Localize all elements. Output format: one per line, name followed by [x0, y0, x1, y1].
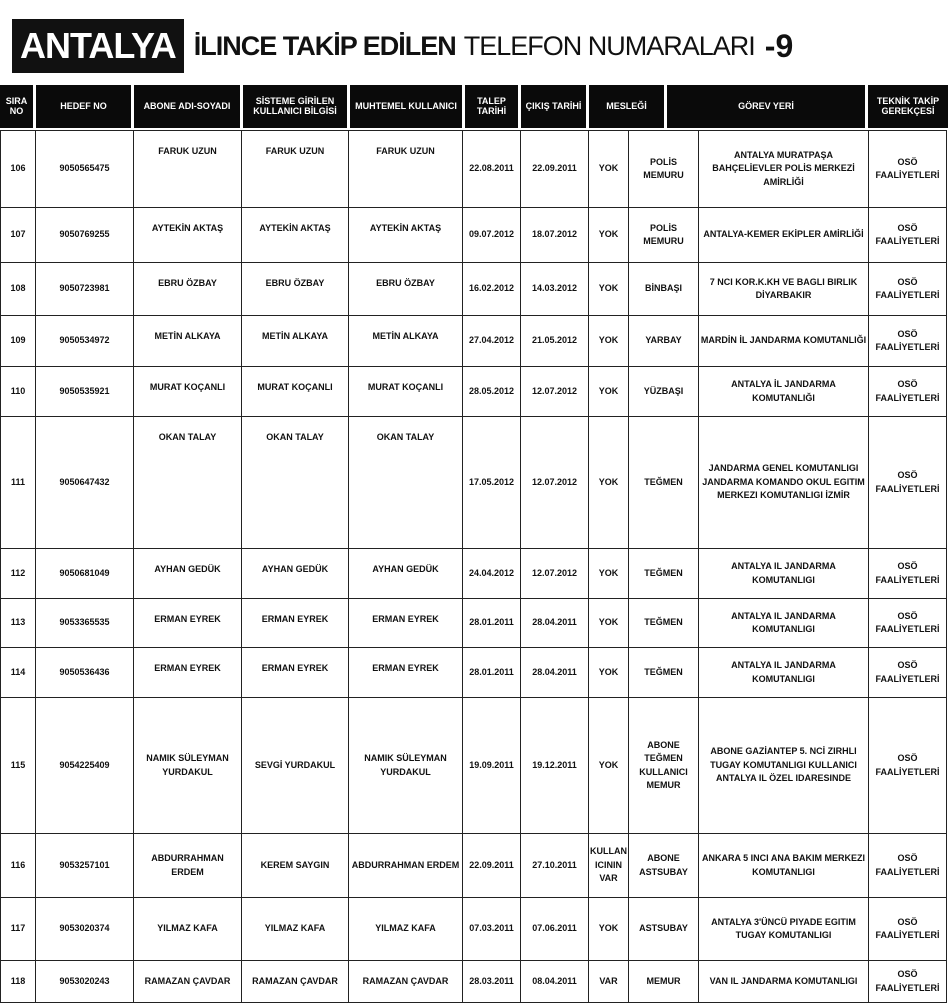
user-flag: YOK — [589, 599, 629, 648]
system-user: ERMAN EYREK — [242, 648, 349, 698]
subscriber-name: EBRU ÖZBAY — [134, 263, 242, 316]
probable-user: AYHAN GEDÜK — [349, 549, 463, 599]
duty-station: ANTALYA İL JANDARMA KOMUTANLIĞI — [699, 367, 869, 417]
subscriber-name: AYHAN GEDÜK — [134, 549, 242, 599]
request-date: 09.07.2012 — [463, 208, 521, 263]
exit-date: 12.07.2012 — [521, 367, 589, 417]
table-row — [1, 898, 947, 961]
system-user: MURAT KOÇANLI — [242, 367, 349, 417]
subscriber-name: RAMAZAN ÇAVDAR — [134, 961, 242, 1003]
row-number: 113 — [1, 599, 36, 648]
duty-station: ANKARA 5 INCI ANA BAKIM MERKEZI KOMUTANLIGI — [699, 834, 869, 898]
request-date: 28.01.2011 — [463, 599, 521, 648]
phone-table — [0, 130, 947, 1003]
exit-date: 12.07.2012 — [521, 549, 589, 599]
exit-date: 28.04.2011 — [521, 599, 589, 648]
subscriber-name: MURAT KOÇANLI — [134, 367, 242, 417]
column-header: ÇIKIŞ TARİHİ — [521, 85, 586, 128]
row-number: 108 — [1, 263, 36, 316]
target-number: 9053365535 — [36, 599, 134, 648]
subscriber-name: FARUK UZUN — [134, 131, 242, 208]
table-row — [1, 131, 947, 208]
profession: MEMUR — [629, 961, 699, 1003]
table-row — [1, 263, 947, 316]
subscriber-name: ERMAN EYREK — [134, 599, 242, 648]
title-bold: İLINCE TAKİP EDİLEN — [193, 30, 456, 61]
column-header: TALEP TARİHİ — [465, 85, 518, 128]
user-flag: YOK — [589, 549, 629, 599]
system-user: OKAN TALAY — [242, 417, 349, 549]
row-number: 118 — [1, 961, 36, 1003]
column-header: SIRA NO — [0, 85, 33, 128]
row-number: 110 — [1, 367, 36, 417]
tracking-reason: OSÖ FAALİYETLERİ — [869, 961, 947, 1003]
profession: TEĞMEN — [629, 648, 699, 698]
exit-date: 14.03.2012 — [521, 263, 589, 316]
profession: ABONE ASTSUBAY — [629, 834, 699, 898]
table-row — [1, 599, 947, 648]
subscriber-name: OKAN TALAY — [134, 417, 242, 549]
table-row — [1, 316, 947, 367]
table-header — [0, 85, 948, 128]
tracking-reason: OSÖ FAALİYETLERİ — [869, 316, 947, 367]
duty-station: ANTALYA 3'ÜNCÜ PIYADE EGITIM TUGAY KOMUTANLIGI — [699, 898, 869, 961]
system-user: METİN ALKAYA — [242, 316, 349, 367]
column-header: ABONE ADI-SOYADI — [134, 85, 240, 128]
profession: TEĞMEN — [629, 549, 699, 599]
tracking-reason: OSÖ FAALİYETLERİ — [869, 417, 947, 549]
tracking-reason: OSÖ FAALİYETLERİ — [869, 208, 947, 263]
request-date: 24.04.2012 — [463, 549, 521, 599]
request-date: 28.01.2011 — [463, 648, 521, 698]
user-flag: YOK — [589, 367, 629, 417]
request-date: 22.09.2011 — [463, 834, 521, 898]
duty-station: ANTALYA IL JANDARMA KOMUTANLIGI — [699, 648, 869, 698]
probable-user: YILMAZ KAFA — [349, 898, 463, 961]
target-number: 9053257101 — [36, 834, 134, 898]
user-flag: YOK — [589, 417, 629, 549]
request-date: 17.05.2012 — [463, 417, 521, 549]
subscriber-name: NAMIK SÜLEYMAN YURDAKUL — [134, 698, 242, 834]
request-date: 27.04.2012 — [463, 316, 521, 367]
profession: POLİS MEMURU — [629, 208, 699, 263]
duty-station: VAN IL JANDARMA KOMUTANLIGI — [699, 961, 869, 1003]
table-row — [1, 961, 947, 1003]
user-flag: YOK — [589, 898, 629, 961]
profession: BİNBAŞI — [629, 263, 699, 316]
table-row — [1, 698, 947, 834]
probable-user: RAMAZAN ÇAVDAR — [349, 961, 463, 1003]
row-number: 112 — [1, 549, 36, 599]
profession: ABONE TEĞMEN KULLANICI MEMUR — [629, 698, 699, 834]
duty-station: 7 NCI KOR.K.KH VE BAGLI BIRLIK DİYARBAKIR — [699, 263, 869, 316]
column-header: GÖREV YERİ — [667, 85, 865, 128]
row-number: 111 — [1, 417, 36, 549]
user-flag: KULLAN ICININ VAR — [589, 834, 629, 898]
target-number: 9050681049 — [36, 549, 134, 599]
subscriber-name: ERMAN EYREK — [134, 648, 242, 698]
tracking-reason: OSÖ FAALİYETLERİ — [869, 698, 947, 834]
system-user: YILMAZ KAFA — [242, 898, 349, 961]
duty-station: ANTALYA IL JANDARMA KOMUTANLIGI — [699, 599, 869, 648]
table-row — [1, 417, 947, 549]
table-row — [1, 549, 947, 599]
system-user: EBRU ÖZBAY — [242, 263, 349, 316]
target-number: 9050565475 — [36, 131, 134, 208]
probable-user: NAMIK SÜLEYMAN YURDAKUL — [349, 698, 463, 834]
column-header: SİSTEME GİRİLEN KULLANICI BİLGİSİ — [243, 85, 347, 128]
target-number: 9050647432 — [36, 417, 134, 549]
request-date: 28.05.2012 — [463, 367, 521, 417]
profession: TEĞMEN — [629, 599, 699, 648]
duty-station: JANDARMA GENEL KOMUTANLIGI JANDARMA KOMANDO OKUL EGITIM MERKEZI KOMUTANLIGI İZMİR — [699, 417, 869, 549]
row-number: 107 — [1, 208, 36, 263]
probable-user: OKAN TALAY — [349, 417, 463, 549]
probable-user: EBRU ÖZBAY — [349, 263, 463, 316]
profession: YARBAY — [629, 316, 699, 367]
probable-user: METİN ALKAYA — [349, 316, 463, 367]
tracking-reason: OSÖ FAALİYETLERİ — [869, 131, 947, 208]
profession: POLİS MEMURU — [629, 131, 699, 208]
probable-user: ERMAN EYREK — [349, 599, 463, 648]
tracking-reason: OSÖ FAALİYETLERİ — [869, 834, 947, 898]
table-row — [1, 367, 947, 417]
exit-date: 27.10.2011 — [521, 834, 589, 898]
probable-user: MURAT KOÇANLI — [349, 367, 463, 417]
tracking-reason: OSÖ FAALİYETLERİ — [869, 549, 947, 599]
column-header: MESLEĞİ — [589, 85, 664, 128]
request-date: 22.08.2011 — [463, 131, 521, 208]
column-header: HEDEF NO — [36, 85, 131, 128]
user-flag: YOK — [589, 208, 629, 263]
request-date: 28.03.2011 — [463, 961, 521, 1003]
duty-station: ANTALYA MURATPAŞA BAHÇELİEVLER POLİS MERKEZİ AMİRLİĞİ — [699, 131, 869, 208]
duty-station: MARDİN İL JANDARMA KOMUTANLIĞI — [699, 316, 869, 367]
tracking-reason: OSÖ FAALİYETLERİ — [869, 599, 947, 648]
row-number: 115 — [1, 698, 36, 834]
exit-date: 12.07.2012 — [521, 417, 589, 549]
target-number: 9050769255 — [36, 208, 134, 263]
profession: TEĞMEN — [629, 417, 699, 549]
request-date: 07.03.2011 — [463, 898, 521, 961]
target-number: 9053020374 — [36, 898, 134, 961]
exit-date: 22.09.2011 — [521, 131, 589, 208]
system-user: ERMAN EYREK — [242, 599, 349, 648]
system-user: AYHAN GEDÜK — [242, 549, 349, 599]
title-highlight: ANTALYA — [12, 19, 184, 73]
table-row — [1, 208, 947, 263]
target-number: 9050535921 — [36, 367, 134, 417]
probable-user: ERMAN EYREK — [349, 648, 463, 698]
exit-date: 18.07.2012 — [521, 208, 589, 263]
table-row — [1, 834, 947, 898]
row-number: 117 — [1, 898, 36, 961]
exit-date: 21.05.2012 — [521, 316, 589, 367]
table-row — [1, 648, 947, 698]
row-number: 106 — [1, 131, 36, 208]
user-flag: YOK — [589, 131, 629, 208]
exit-date: 28.04.2011 — [521, 648, 589, 698]
duty-station: ABONE GAZİANTEP 5. NCİ ZIRHLI TUGAY KOMUTANLIGI KULLANICI ANTALYA IL ÖZEL IDARESINDE — [699, 698, 869, 834]
profession: ASTSUBAY — [629, 898, 699, 961]
system-user: FARUK UZUN — [242, 131, 349, 208]
title-regular: TELEFON NUMARALARI — [463, 30, 755, 61]
row-number: 116 — [1, 834, 36, 898]
probable-user: FARUK UZUN — [349, 131, 463, 208]
row-number: 109 — [1, 316, 36, 367]
probable-user: ABDURRAHMAN ERDEM — [349, 834, 463, 898]
system-user: SEVGİ YURDAKUL — [242, 698, 349, 834]
profession: YÜZBAŞI — [629, 367, 699, 417]
column-header: MUHTEMEL KULLANICI — [350, 85, 462, 128]
exit-date: 07.06.2011 — [521, 898, 589, 961]
user-flag: YOK — [589, 316, 629, 367]
column-header: TEKNİK TAKİP GEREKÇESİ — [868, 85, 948, 128]
duty-station: ANTALYA IL JANDARMA KOMUTANLIGI — [699, 549, 869, 599]
request-date: 16.02.2012 — [463, 263, 521, 316]
exit-date: 08.04.2011 — [521, 961, 589, 1003]
tracking-reason: OSÖ FAALİYETLERİ — [869, 648, 947, 698]
tracking-reason: OSÖ FAALİYETLERİ — [869, 263, 947, 316]
duty-station: ANTALYA-KEMER EKİPLER AMİRLİĞİ — [699, 208, 869, 263]
subscriber-name: ABDURRAHMAN ERDEM — [134, 834, 242, 898]
request-date: 19.09.2011 — [463, 698, 521, 834]
subscriber-name: METİN ALKAYA — [134, 316, 242, 367]
row-number: 114 — [1, 648, 36, 698]
user-flag: VAR — [589, 961, 629, 1003]
target-number: 9054225409 — [36, 698, 134, 834]
user-flag: YOK — [589, 263, 629, 316]
target-number: 9050536436 — [36, 648, 134, 698]
target-number: 9053020243 — [36, 961, 134, 1003]
page-title — [12, 18, 793, 74]
probable-user: AYTEKİN AKTAŞ — [349, 208, 463, 263]
exit-date: 19.12.2011 — [521, 698, 589, 834]
system-user: AYTEKİN AKTAŞ — [242, 208, 349, 263]
target-number: 9050723981 — [36, 263, 134, 316]
subscriber-name: AYTEKİN AKTAŞ — [134, 208, 242, 263]
user-flag: YOK — [589, 698, 629, 834]
subscriber-name: YILMAZ KAFA — [134, 898, 242, 961]
system-user: KEREM SAYGIN — [242, 834, 349, 898]
tracking-reason: OSÖ FAALİYETLERİ — [869, 367, 947, 417]
tracking-reason: OSÖ FAALİYETLERİ — [869, 898, 947, 961]
user-flag: YOK — [589, 648, 629, 698]
target-number: 9050534972 — [36, 316, 134, 367]
system-user: RAMAZAN ÇAVDAR — [242, 961, 349, 1003]
title-number: -9 — [764, 27, 794, 64]
